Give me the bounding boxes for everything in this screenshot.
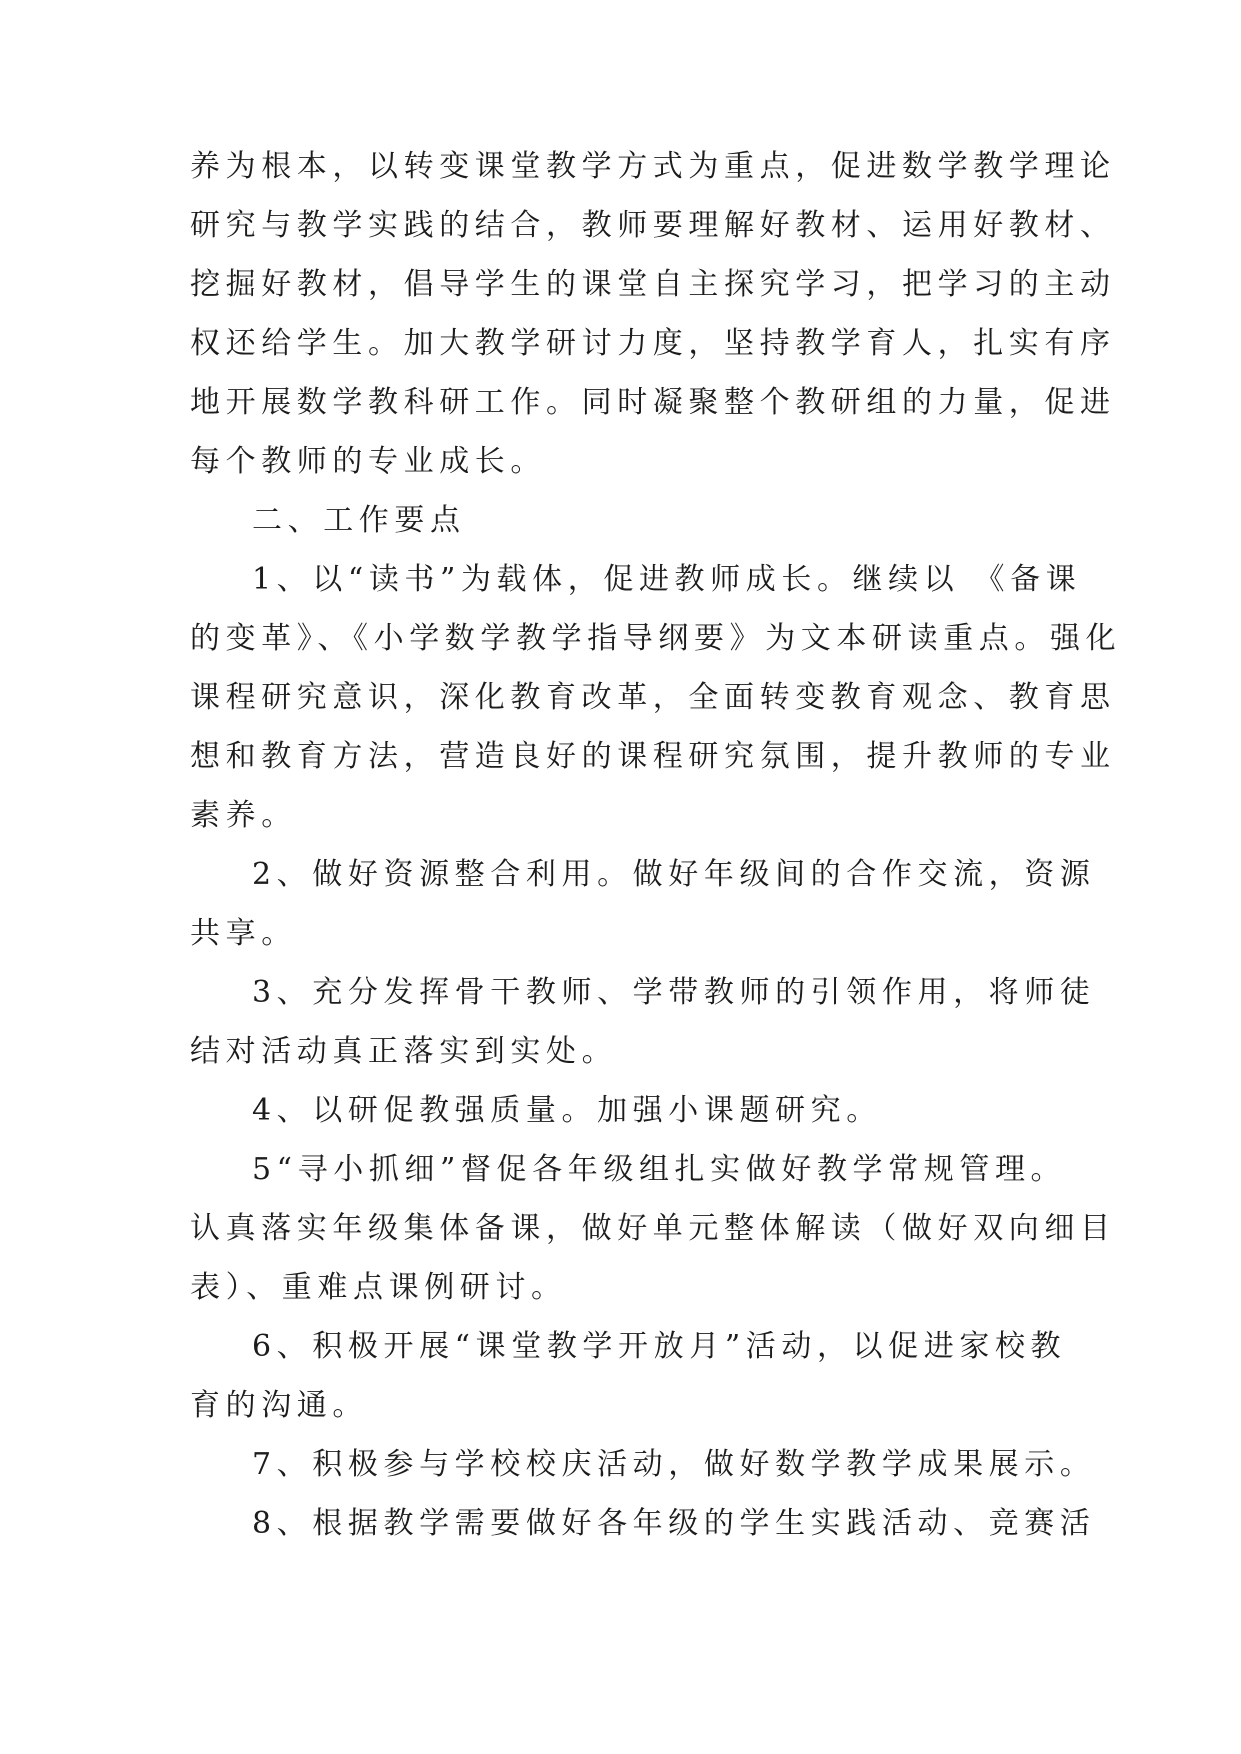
text-line: 素养。 — [190, 798, 297, 833]
text-line: 每个教师的专业成长。 — [190, 444, 546, 479]
text-line: 挖掘好教材，倡导学生的课堂自主探究学习，把学习的主动 — [190, 267, 1116, 302]
text-line: 共享。 — [190, 916, 297, 951]
text-line: 认真落实年级集体备课，做好单元整体解读（做好双向细目 — [190, 1211, 1116, 1246]
text-line: 地开展数学教科研工作。同时凝聚整个教研组的力量，促进 — [190, 385, 1116, 420]
text-line: 的变革》、《小学数学教学指导纲要》为文本研读重点。强化 — [190, 621, 1122, 656]
text-line: 4、以研促教强质量。加强小课题研究。 — [252, 1093, 882, 1128]
text-line: 1、以“读书”为载体，促进教师成长。继续以 《备课 — [252, 562, 1082, 597]
text-line: 7、积极参与学校校庆活动，做好数学教学成果展示。 — [252, 1447, 1096, 1482]
text-line: 育的沟通。 — [190, 1388, 368, 1423]
text-line: 结对活动真正落实到实处。 — [190, 1034, 618, 1069]
text-line: 3、充分发挥骨干教师、学带教师的引领作用，将师徒 — [252, 975, 1096, 1010]
text-line: 想和教育方法，营造良好的课程研究氛围，提升教师的专业 — [190, 739, 1116, 774]
text-line: 6、积极开展“课堂教学开放月”活动，以促进家校教 — [252, 1329, 1067, 1364]
text-line: 5“寻小抓细”督促各年级组扎实做好教学常规管理。 — [252, 1152, 1067, 1187]
text-line: 表）、重难点课例研讨。 — [190, 1270, 567, 1305]
text-line: 课程研究意识，深化教育改革，全面转变教育观念、教育思 — [190, 680, 1116, 715]
text-line: 2、做好资源整合利用。做好年级间的合作交流，资源 — [252, 857, 1096, 892]
text-line: 研究与教学实践的结合，教师要理解好教材、运用好教材、 — [190, 208, 1116, 243]
text-line: 8、根据教学需要做好各年级的学生实践活动、竞赛活 — [252, 1506, 1096, 1541]
text-line: 权还给学生。加大教学研讨力度，坚持教学育人，扎实有序 — [190, 326, 1116, 361]
section-heading: 二、工作要点 — [252, 503, 466, 538]
text-line: 养为根本，以转变课堂教学方式为重点，促进数学教学理论 — [190, 149, 1116, 184]
